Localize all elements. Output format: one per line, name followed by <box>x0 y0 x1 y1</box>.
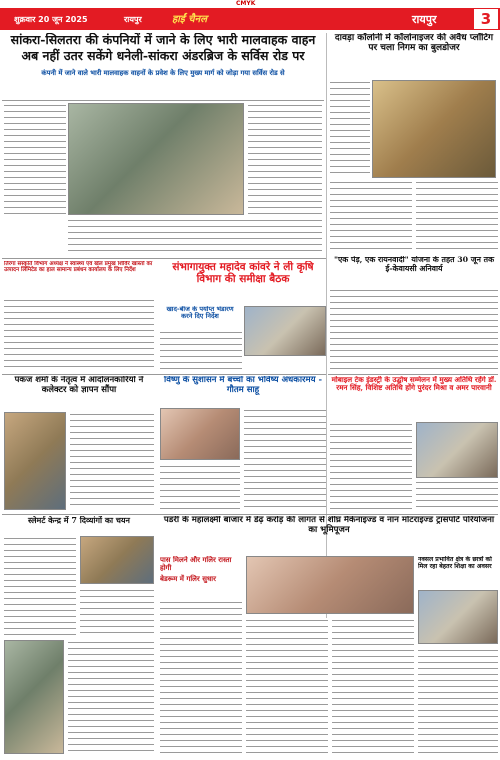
meeting-photo <box>244 306 326 356</box>
issue-date: शुक्रवार 20 जून 2025 <box>14 15 88 24</box>
top-strip <box>0 0 500 8</box>
pandri-bullet-1: पास मिलने और गलिर रास्ता होगी <box>160 556 232 573</box>
mobile-tech-body-a <box>330 422 412 512</box>
right-top-story <box>330 33 498 81</box>
right-top-body-b <box>330 180 412 252</box>
mobile-tech-body-b <box>416 480 498 512</box>
lead-body-row <box>68 218 322 256</box>
mobile-tech-story <box>330 376 498 420</box>
education-photo <box>160 408 240 460</box>
protest-body <box>70 412 154 510</box>
section-rule-4 <box>2 514 498 515</box>
pandri-body-c <box>332 618 414 754</box>
section-rule-2 <box>2 374 326 375</box>
section-name: रायपुर <box>412 13 437 26</box>
lead-body-col-2 <box>248 103 322 215</box>
ekyc-body <box>330 288 498 372</box>
naxal-photo <box>418 590 498 644</box>
protest-story <box>4 376 154 410</box>
lead-photo <box>68 103 244 215</box>
left-notice-body <box>4 298 154 372</box>
left-notice <box>4 261 154 295</box>
pandri-bullet-2: बेडरूम में गलिर सुधार <box>160 574 216 584</box>
protest-headline: पंकज शर्मा के नेतृत्व में आंदोलनकारियों ने कलेक्टर को ज्ञापन सौंपा <box>14 376 144 395</box>
bottom-left-photo <box>4 640 64 754</box>
krishi-subhead-box <box>160 306 240 326</box>
right-top-headline: दावड़ा कॉलोनी में कॉलोनाइजर की अवैध प्लॉटिंग पर चला निगम का बुलडोजर <box>334 33 494 54</box>
pandri-body-a <box>160 600 242 754</box>
ekyc-story <box>330 256 498 286</box>
education-body-b <box>160 464 240 512</box>
krishi-body <box>160 330 242 374</box>
color-badge: CMYK <box>236 0 256 7</box>
naxal-headline: नक्सल प्रभावित क्षेत्र के छात्रों को मिल रहा बेहतर शिक्षा का अवसर <box>418 556 492 571</box>
education-headline: विष्णु के सुशासन में बच्चों का भविष्य अंधकारमय - गौतम साहू <box>164 376 322 395</box>
bulldozer-photo <box>372 80 496 178</box>
pandri-photo <box>246 556 414 614</box>
mobile-tech-photo <box>416 422 498 478</box>
naxal-story <box>418 556 498 588</box>
divyang-body-b <box>80 588 154 636</box>
naxal-body <box>418 648 498 754</box>
pandri-bullets <box>160 556 242 596</box>
lead-story <box>2 33 324 107</box>
pandri-story <box>160 516 498 552</box>
pandri-body-b <box>246 618 328 754</box>
section-rule-1 <box>2 258 326 259</box>
education-story <box>160 376 326 406</box>
mobile-tech-headline: मोबाइल टेक इंडस्ट्री के उद्घोष सम्मेलन में मुख्य अतिथि रहेंगे डॉ. रमन सिंह, विशिष्ट अतिथि होंगे पुरंदर मिश्रा व अमर पारवानी <box>331 376 497 393</box>
lead-headline-2: अब नहीं उतर सकेंगे धनेली-सांकरा अंडरब्रिज के सर्विस रोड पर <box>21 48 305 64</box>
lead-headline-1: सांकरा-सिलतरा की कंपनियों में जाने के लिए भारी मालवाहक वाहन <box>10 33 316 47</box>
education-body-a <box>244 408 326 512</box>
divyang-body-a <box>4 536 76 636</box>
left-notice-headline: तिरंगा संस्कृति विभाग अध्यक्ष ने स्वास्थ्य एवं खेल प्रमुख शिविर खास्तों का उत्पादन लिमिटेड का हाल सामान्य प्रबंधन कार्यालय के लिए निर्देश <box>4 261 153 274</box>
protest-photo <box>4 412 66 510</box>
newspaper-brand: हाईं चैनल <box>172 14 207 25</box>
krishi-headline: संभागायुक्त महादेव कांवरे ने ली कृषि विभाग की समीक्षा बैठक <box>172 261 314 286</box>
masthead <box>0 8 500 30</box>
right-top-body-a <box>330 80 370 178</box>
lead-rule <box>2 100 324 101</box>
section-rule-3 <box>328 374 498 375</box>
ekyc-headline: "एक पेड़, एक रायनवादी" योजना के तहत 30 जून तक ई-केवायसी अनिवार्य <box>333 256 495 273</box>
page-number: 3 <box>474 9 498 29</box>
divyang-story <box>4 516 154 534</box>
edition-city: रायपुर <box>124 15 142 24</box>
lead-subhead: कंपनी में जाने वाले भारी मालवाहक वाहनों के प्रवेश के लिए मुख्य मार्ग को जोड़ा गया सर्विस रोड से <box>41 68 285 77</box>
pandri-headline: पंडरी के महालक्ष्मी बाजार में डेढ़ करोड़ की लागत से शीघ्र मैकेनाइज्ड व नान मोटराइज्ड ट्रांसपोर्ट परियोजना का भूमिपूजन <box>163 516 495 535</box>
bottom-left-body <box>68 640 154 754</box>
right-top-body-c <box>416 180 498 252</box>
divyang-headline: स्लेमर्ट केन्द्र में 7 दिव्यांगों का चयन <box>28 516 130 525</box>
lead-body-col-1 <box>4 103 66 215</box>
krishi-subhead: खाद-बीज के पर्याप्त भंडारण करने दिए निर्देश <box>166 306 234 321</box>
divyang-photo <box>80 536 154 584</box>
